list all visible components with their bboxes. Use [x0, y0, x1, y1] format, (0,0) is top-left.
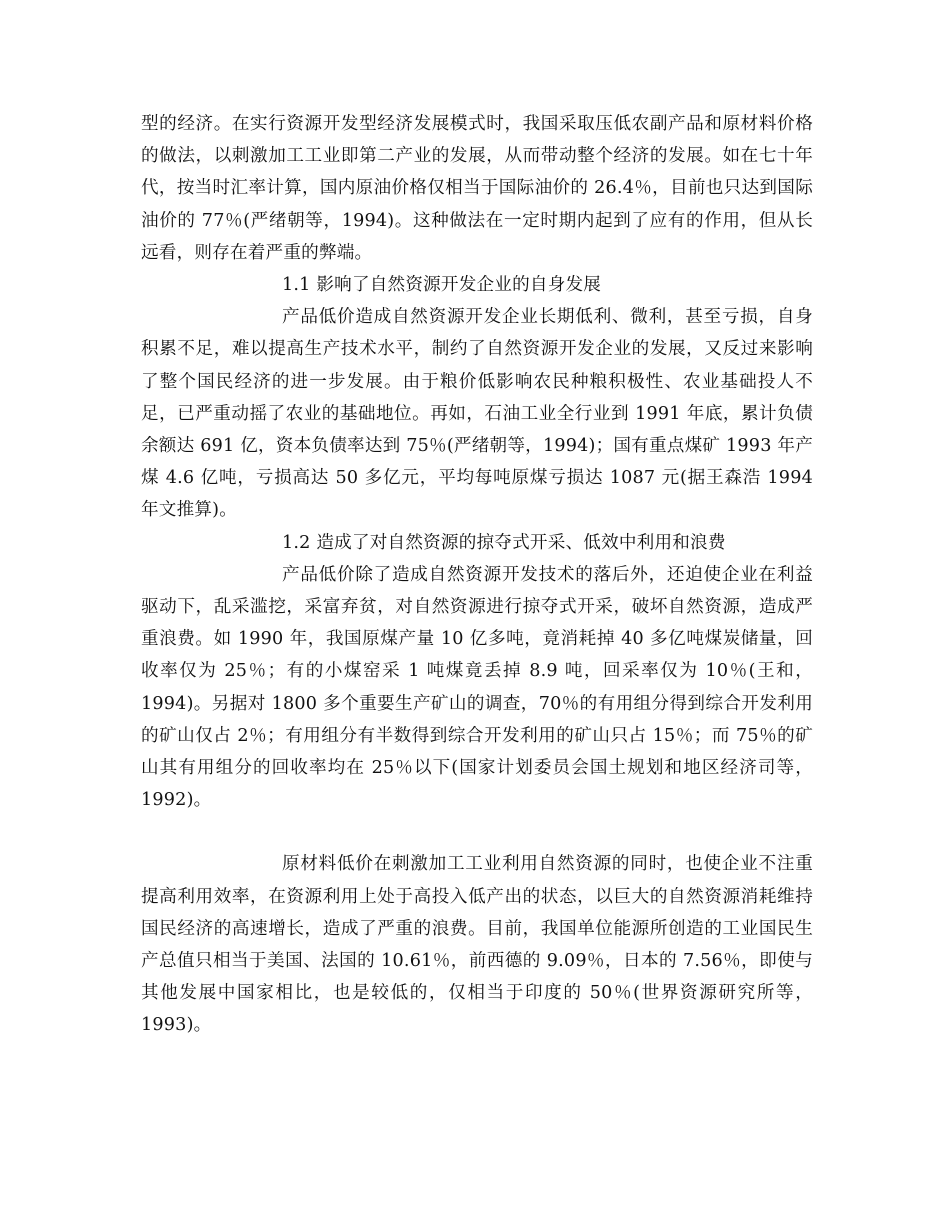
section-heading-1-2: 1.2 造成了对自然资源的掠夺式开采、低效中利用和浪费 [282, 532, 726, 553]
paragraph-continuation: 型的经济。在实行资源开发型经济发展模式时，我国采取压低农副产品和原材料价格的做法，以刺激加工工业即第二产业的发展，从而带动整个经济的发展。如在七十年代，按当时汇率计算，国内原油价格仅相当于国际油价的 26.4％，目前也只达到国际油价的 77％(严绪朝等，1994)。这种做法在一定时期内起到了应有的作用，但从长远看，则存在着严重的弊端。 [141, 114, 813, 263]
paragraph-enterprise-development: 产品低价造成自然资源开发企业长期低利、微利，甚至亏损，自身积累不足，难以提高生产技术水平，制约了自然资源开发企业的发展，又反过来影响了整个国民经济的进一步发展。由于粮价低影响农民种粮积极性、农业基础投人不足，已严重动摇了农业的基础地位。再如，石油工业全行业到 1991 年底，累计负债余额达 691 亿，资本负债率达到 75％(严绪朝等，1994)；国有重点煤矿 1993 年产煤 4.6 亿吨，亏损高达 50 多亿元，平均每吨原煤亏损达 1087 元(据王森浩 1994 年文推算)。 [141, 307, 813, 521]
document-page [141, 108, 813, 1042]
section-heading-1-1: 1.1 影响了自然资源开发企业的自身发展 [282, 275, 602, 296]
paragraph-utilization-efficiency: 原材料低价在刺激加工工业利用自然资源的同时，也使企业不注重提高利用效率，在资源利用上处于高投入低产出的状态，以巨大的自然资源消耗维持国民经济的高速增长，造成了严重的浪费。目前，我国单位能源所创造的工业国民生产总值只相当于美国、法国的 10.61％，前西德的 9.09％，日本的 7.56％，即使与其他发展中国家相比，也是较低的，仅相当于印度的 50％(世界资源研究所等，1993)。 [141, 854, 813, 1036]
paragraph-resource-plunder: 产品低价除了造成自然资源开发技术的落后外，还迫使企业在利益驱动下，乱采滥挖，采富弃贫，对自然资源进行掠夺式开采，破坏自然资源，造成严重浪费。如 1990 年，我国原煤产量 10 亿多吨，竟消耗掉 40 多亿吨煤炭储量，回收率仅为 25％；有的小煤窑采 1 吨煤竟丢掉 8.9 吨，回采率仅为 10％(王和，1994)。另据对 1800 多个重要生产矿山的调查，70％的有用组分得到综合开发利用的矿山仅占 2％；有用组分有半数得到综合开发利用的矿山只占 15％；而 75％的矿山其有用组分的回收率均在 25％以下(国家计划委员会国土规划和地区经济司等，1992)。 [141, 564, 813, 811]
